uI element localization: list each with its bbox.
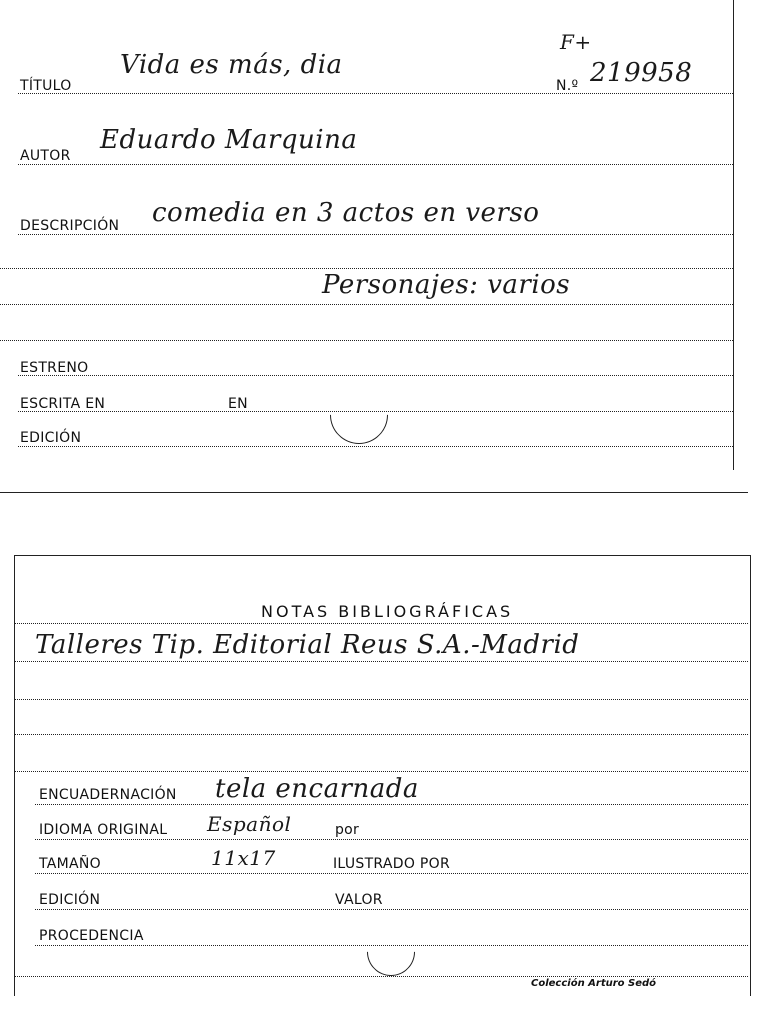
edicion-back-label: EDICIÓN — [39, 892, 101, 908]
escrita-label: ESCRITA EN — [20, 396, 106, 412]
rule-descripcion — [18, 234, 733, 235]
descripcion-value: comedia en 3 actos en verso — [152, 198, 540, 228]
rule-estreno — [18, 375, 733, 376]
estreno-label: ESTRENO — [20, 360, 89, 376]
rule-notas-5 — [15, 771, 748, 772]
tamano-value: 11x17 — [211, 846, 276, 870]
rule-blank-2 — [0, 340, 733, 341]
numero-label: N.º — [556, 78, 579, 94]
rule-tamano — [35, 873, 748, 874]
rule-idioma — [35, 839, 748, 840]
rule-notas-3 — [15, 699, 748, 700]
autor-value: Eduardo Marquina — [100, 125, 358, 155]
notas-value: Talleres Tip. Editorial Reus S.A.-Madrid — [35, 630, 580, 660]
rule-personajes — [0, 304, 733, 305]
idioma-label: IDIOMA ORIGINAL — [39, 822, 168, 838]
card-right-border — [733, 0, 734, 470]
punch-hole — [318, 374, 400, 456]
titulo-label: TÍTULO — [20, 78, 72, 94]
rule-notas-4 — [15, 734, 748, 735]
valor-label: VALOR — [335, 892, 383, 908]
encuadernacion-label: ENCUADERNACIÓN — [39, 787, 177, 803]
rule-notas-1 — [15, 623, 748, 624]
por-label: por — [335, 822, 360, 838]
rule-blank-1 — [0, 268, 733, 269]
card-bottom-edge — [0, 492, 748, 493]
rule-edicion-back — [35, 909, 748, 910]
rule-edicion — [18, 446, 733, 447]
encuadernacion-value: tela encarnada — [215, 774, 419, 804]
titulo-value: Vida es más, dia — [120, 50, 343, 80]
rule-encuadernacion — [35, 804, 748, 805]
collection-footer: Colección Arturo Sedó — [531, 978, 657, 989]
procedencia-label: PROCEDENCIA — [39, 928, 144, 944]
rule-titulo — [18, 93, 733, 94]
notas-heading: NOTAS BIBLIOGRÁFICAS — [261, 602, 514, 621]
rule-bottom — [15, 976, 748, 977]
personajes-value: Personajes: varios — [322, 270, 571, 300]
ilustrado-label: ILUSTRADO POR — [333, 856, 450, 872]
rule-notas-2 — [15, 661, 748, 662]
back-card — [14, 555, 751, 996]
catalog-mark: F+ — [560, 30, 592, 54]
descripcion-label: DESCRIPCIÓN — [20, 218, 120, 234]
front-card — [0, 0, 759, 495]
tamano-label: TAMAÑO — [39, 856, 101, 872]
en-label: EN — [228, 396, 248, 412]
edicion-label: EDICIÓN — [20, 430, 82, 446]
idioma-value: Español — [207, 812, 292, 836]
rule-autor — [18, 164, 733, 165]
numero-value: 219958 — [590, 58, 693, 88]
autor-label: AUTOR — [20, 148, 71, 164]
